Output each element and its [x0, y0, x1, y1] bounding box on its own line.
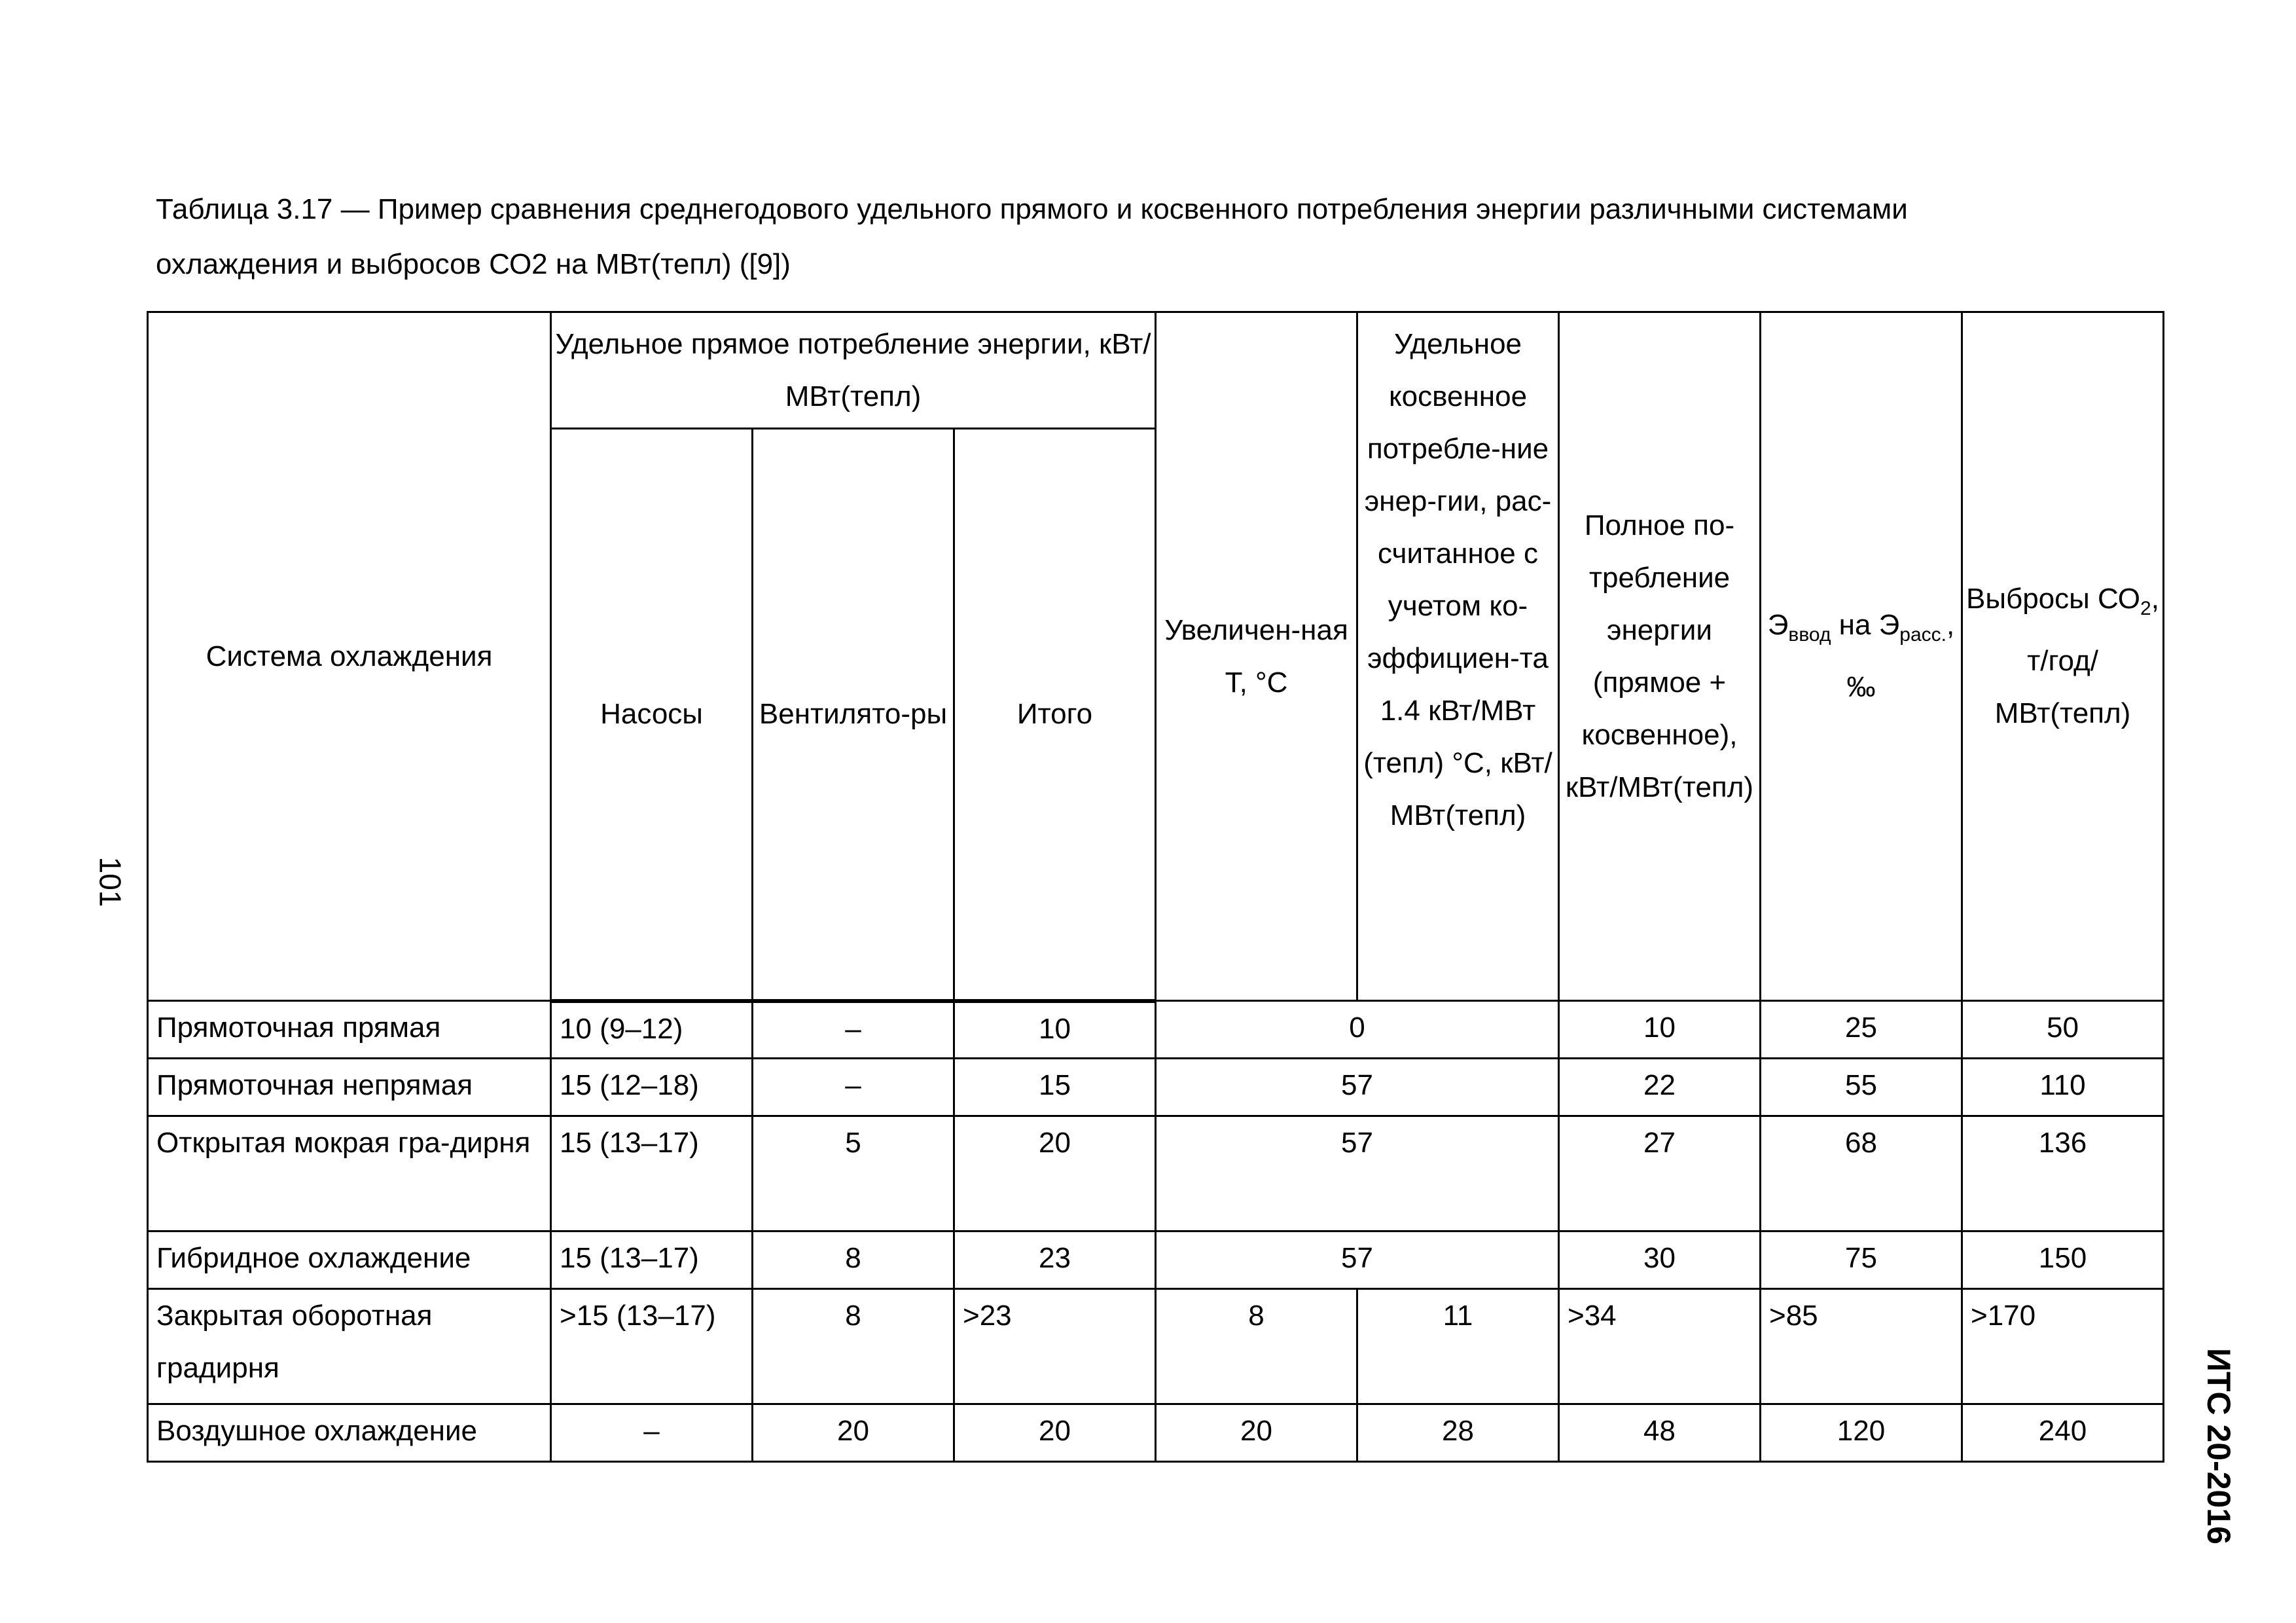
row-pumps: 10 (9–12) [551, 1001, 753, 1059]
row-system: Прямоточная прямая [148, 1001, 551, 1059]
row-fans: – [753, 1001, 954, 1059]
row-total: 15 [954, 1059, 1156, 1116]
row-full: 30 [1559, 1231, 1761, 1289]
row-fans: 8 [753, 1231, 954, 1289]
row-full: 48 [1559, 1404, 1761, 1462]
row-full: 22 [1559, 1059, 1761, 1116]
table-row [148, 1116, 2164, 1231]
row-system: Открытая мокрая гра-дирня [148, 1116, 551, 1231]
row-merged-value: 57 [1156, 1231, 1559, 1289]
row-pumps: – [551, 1404, 753, 1462]
row-full: 10 [1559, 1001, 1761, 1059]
row-ratio: 68 [1761, 1116, 1962, 1231]
header-direct-group: Удельное прямое потребление энергии, кВт/МВт(тепл) [551, 312, 1156, 429]
row-indirect: 28 [1357, 1404, 1559, 1462]
caption-line-1: Таблица 3.17 — Пример сравнения среднегодового удельного прямого и косвенного потребления энергии различными системами [156, 193, 1908, 225]
row-pumps: 15 (12–18) [551, 1059, 753, 1116]
row-co2: 110 [1962, 1059, 2164, 1116]
row-full: >34 [1559, 1289, 1761, 1404]
row-indirect: 11 [1357, 1289, 1559, 1404]
row-system: Воздушное охлаждение [148, 1404, 551, 1462]
row-ratio: 120 [1761, 1404, 1962, 1462]
page-number: 101 [93, 856, 128, 907]
table-row [148, 1001, 2164, 1059]
row-increased-t: 8 [1156, 1289, 1357, 1404]
row-total: 10 [954, 1001, 1156, 1059]
header-indirect: Удельное косвенное потребле-ние энер-гии, рас-считанное с учетом ко-эффициен-та 1.4 кВт/МВт (тепл) °С, кВт/МВт(тепл) [1357, 312, 1559, 1001]
header-increased-t: Увеличен-ная Т, °С [1156, 312, 1357, 1001]
header-system: Система охлаждения [148, 312, 551, 1001]
row-pumps: 15 (13–17) [551, 1116, 753, 1231]
row-fans: 20 [753, 1404, 954, 1462]
row-ratio: 25 [1761, 1001, 1962, 1059]
row-fans: – [753, 1059, 954, 1116]
row-co2: 50 [1962, 1001, 2164, 1059]
row-co2: 136 [1962, 1116, 2164, 1231]
document-id: ИТС 20-2016 [2200, 1348, 2237, 1544]
row-total: 23 [954, 1231, 1156, 1289]
row-co2: >170 [1962, 1289, 2164, 1404]
table-row [148, 1289, 2164, 1404]
row-co2: 150 [1962, 1231, 2164, 1289]
header-co2: Выбросы $СО_2$, т/год/МВт(тепл) [1962, 312, 2164, 1001]
comparison-table [147, 311, 2164, 1463]
row-total: 20 [954, 1116, 1156, 1231]
row-merged-value: 0 [1156, 1001, 1559, 1059]
row-total: 20 [954, 1404, 1156, 1462]
table-row [148, 1059, 2164, 1116]
table-row [148, 1404, 2164, 1462]
caption-line-2: охлаждения и выбросов СО2 на МВт(тепл) ([9]) [156, 248, 791, 280]
row-system: Закрытая оборотная градирня [148, 1289, 551, 1404]
header-pumps: Насосы [551, 429, 753, 1001]
row-ratio: 55 [1761, 1059, 1962, 1116]
row-increased-t: 20 [1156, 1404, 1357, 1462]
row-co2: 240 [1962, 1404, 2164, 1462]
header-full: Полное по-требление энергии (прямое + косвенное), кВт/МВт(тепл) [1559, 312, 1761, 1001]
row-pumps: 15 (13–17) [551, 1231, 753, 1289]
header-ratio: $Э_{ввод}$ на $Э_{расс.}$, ‰ [1761, 312, 1962, 1001]
row-ratio: 75 [1761, 1231, 1962, 1289]
row-fans: 5 [753, 1116, 954, 1231]
row-system: Прямоточная непрямая [148, 1059, 551, 1116]
header-total: Итого [954, 429, 1156, 1001]
row-total: >23 [954, 1289, 1156, 1404]
row-system: Гибридное охлаждение [148, 1231, 551, 1289]
row-ratio: >85 [1761, 1289, 1962, 1404]
row-pumps: >15 (13–17) [551, 1289, 753, 1404]
row-full: 27 [1559, 1116, 1761, 1231]
row-fans: 8 [753, 1289, 954, 1404]
header-fans: Вентилято-ры [753, 429, 954, 1001]
row-merged-value: 57 [1156, 1059, 1559, 1116]
table-caption [156, 182, 2119, 292]
table-row [148, 1231, 2164, 1289]
row-merged-value: 57 [1156, 1116, 1559, 1231]
